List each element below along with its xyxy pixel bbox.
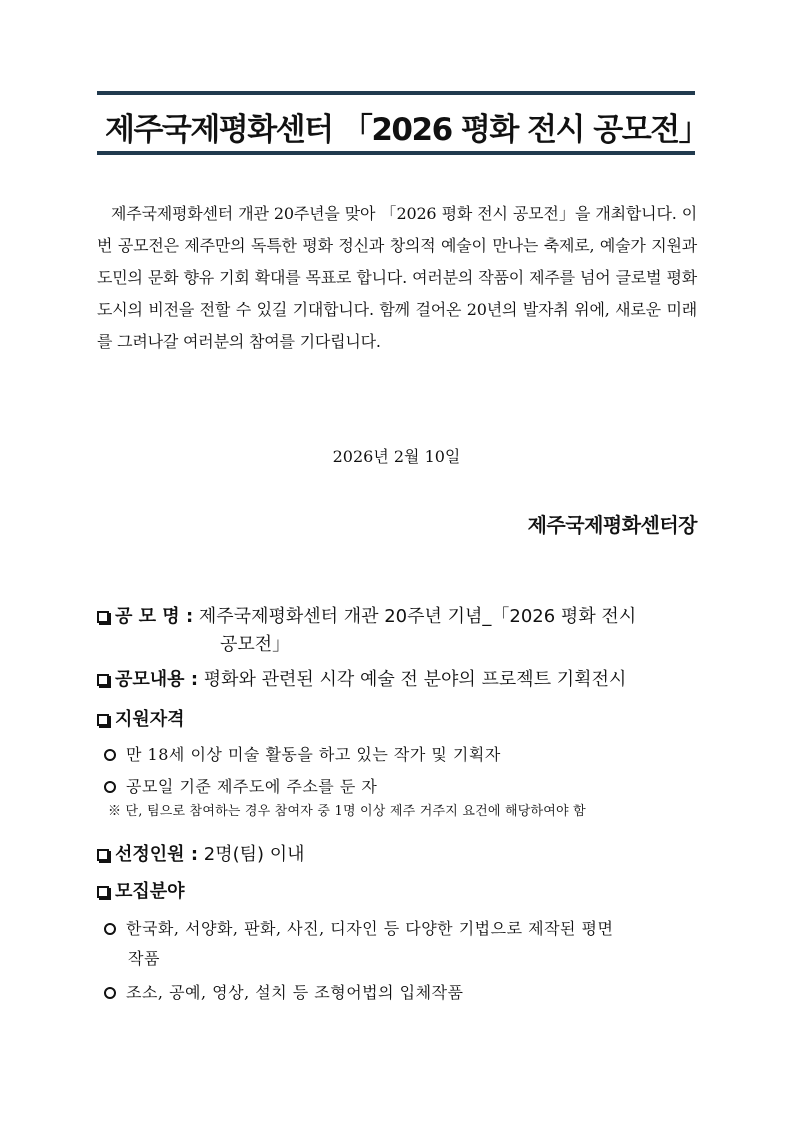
eligibility-item [104, 772, 377, 802]
eligibility-item-text: 만 18세 이상 미술 활동을 하고 있는 작가 및 기획자 [126, 745, 501, 764]
eligibility-item-text: 공모일 기준 제주도에 주소를 둔 자 [126, 777, 378, 796]
checkbox-square-icon [97, 611, 109, 623]
section-selection [97, 840, 305, 870]
fields-item-continued: 작품 [128, 949, 160, 968]
fields-item [104, 914, 613, 944]
hollow-circle-icon [104, 923, 116, 935]
checkbox-square-icon [97, 674, 109, 686]
contest-name-value: 제주국제평화센터 개관 20주년 기념_「2026 평화 전시 [198, 606, 637, 627]
eligibility-label: 지원자격 [115, 709, 185, 730]
contest-content-label: 공모내용 : [115, 669, 199, 690]
checkbox-square-icon [97, 849, 109, 861]
fields-item-text: 조소, 공예, 영상, 설치 등 조형어법의 입체작품 [126, 983, 464, 1002]
fields-item-text: 한국화, 서양화, 판화, 사진, 디자인 등 다양한 기법으로 제작된 평면 [126, 919, 614, 938]
eligibility-item [104, 740, 501, 770]
contest-content-value: 평화와 관련된 시각 예술 전 분야의 프로젝트 기획전시 [203, 669, 627, 690]
hollow-circle-icon [104, 781, 116, 793]
document-title: 제주국제평화센터 「2026 평화 전시 공모전」 [105, 112, 709, 148]
section-fields [97, 877, 185, 907]
contest-name-label: 공 모 명 : [115, 606, 194, 627]
checkbox-square-icon [97, 886, 109, 898]
section-contest-name [97, 602, 636, 632]
section-contest-content [97, 665, 626, 695]
fields-item [104, 978, 463, 1008]
selection-value: 2명(팀) 이내 [203, 844, 305, 865]
section-eligibility [97, 705, 185, 735]
issuer-signature: 제주국제평화센터장 [527, 513, 697, 537]
contest-name-value-continued: 공모전」 [220, 634, 291, 655]
eligibility-note: ※ 단, 팀으로 참여하는 경우 참여자 중 1명 이상 제주 거주지 요건에 해당하여야 함 [108, 804, 586, 819]
hollow-circle-icon [104, 749, 116, 761]
announcement-date: 2026년 2월 10일 [332, 447, 461, 466]
intro-paragraph: 제주국제평화센터 개관 20주년을 맞아 「2026 평화 전시 공모전」을 개최합니다. 이번 공모전은 제주만의 독특한 평화 정신과 창의적 예술이 만나는 축제로, 예술가 지원과 도민의 문화 향유 기회 확대를 목표로 합니다. 여러분의 작품이 제주를 넘어 글로벌 평화 도시의 비전을 전할 수 있길 기대합니다. 함께 걸어온 20년의 발자취 위에, 새로운 미래를 그려나갈 여러분의 참여를 기다립니다. [97, 204, 697, 351]
title-block [97, 91, 709, 155]
hollow-circle-icon [104, 987, 116, 999]
fields-label: 모집분야 [115, 881, 185, 902]
selection-label: 선정인원 : [115, 844, 199, 865]
checkbox-square-icon [97, 714, 109, 726]
